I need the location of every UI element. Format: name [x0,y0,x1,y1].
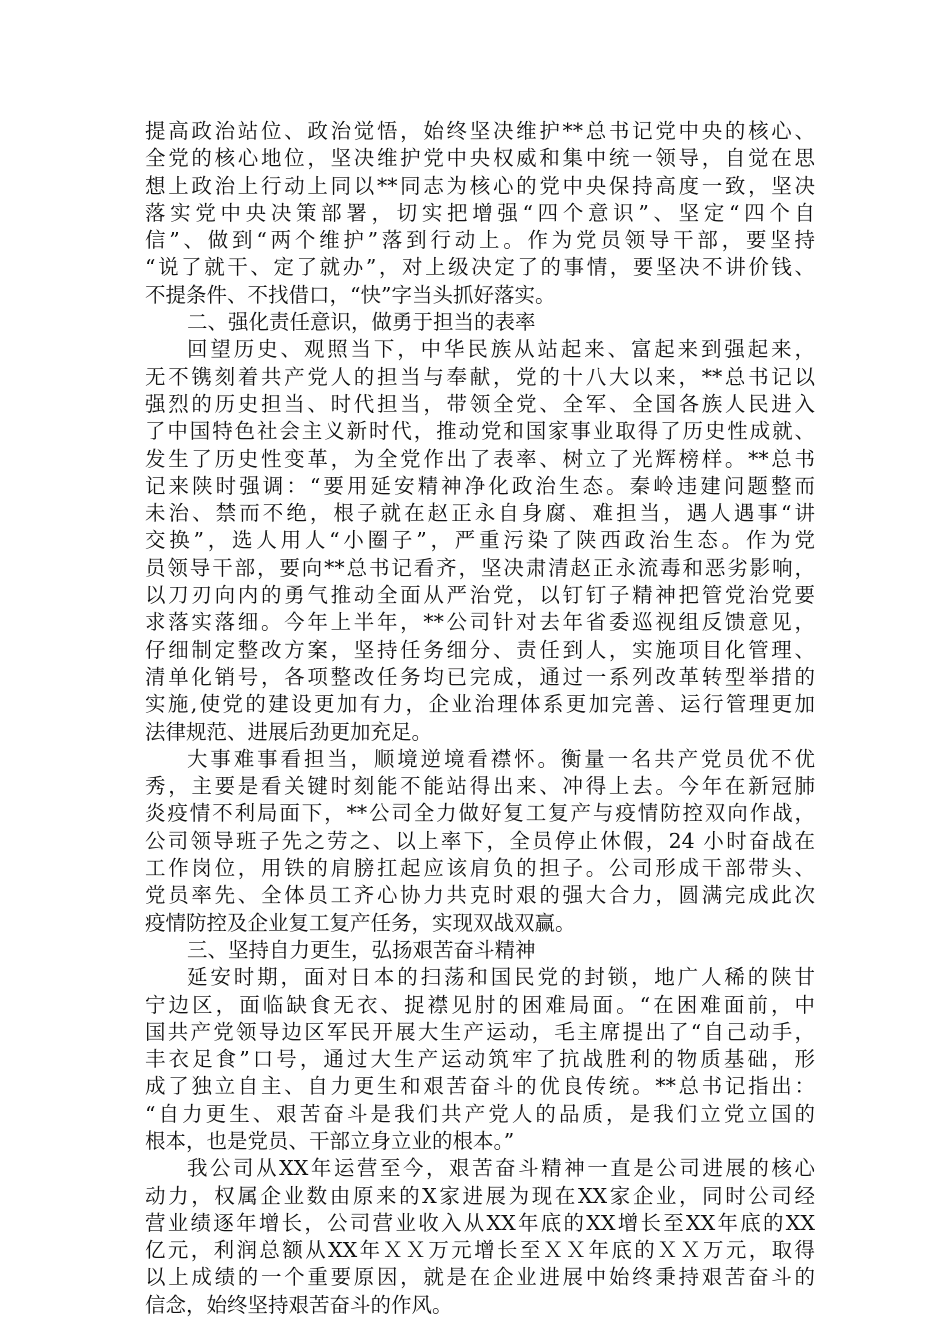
text-line: 动力，权属企业数由原来的X家进展为现在XX家企业，同时公司经 [145,1183,815,1208]
text-line: 信”、做到“两个维护”落到行动上。作为党员领导干部，要坚持 [145,228,815,253]
section-heading-3: 三、坚持自力更生，弘扬艰苦奋斗精神 [187,937,536,962]
text-line: 以刀刃向内的勇气推动全面从严治党，以钉钉子精神把管党治党要 [145,583,815,608]
text-line: 大事难事看担当，顺境逆境看襟怀。衡量一名共产党员优不优 [187,746,815,771]
section-heading-2: 二、强化责任意识，做勇于担当的表率 [187,310,536,335]
text-line: 强烈的历史担当、时代担当，带领全党、全军、全国各族人民进入 [145,391,815,416]
text-line: 疫情防控及企业复工复产任务，实现双战双赢。 [145,910,576,935]
text-line: 了中国特色社会主义新时代，推动党和国家事业取得了历史性成就、 [145,419,815,444]
text-line: 员领导干部，要向**总书记看齐，坚决肃清赵正永流毒和恶劣影响， [145,555,815,580]
text-line: 延安时期，面对日本的扫荡和国民党的封锁，地广人稀的陕甘 [187,965,815,990]
paragraph-5 [145,1155,815,1319]
text-line: 想上政治上行动上同以**同志为核心的党中央保持高度一致，坚决 [145,173,815,198]
document-page [145,118,815,1319]
text-line: 炎疫情不利局面下，**公司全力做好复工复产与疫情防控双向作战， [145,801,815,826]
paragraph-3 [145,746,815,937]
text-line: 全党的核心地位，坚决维护党中央权威和集中统一领导，自觉在思 [145,146,815,171]
text-line: 亿元，利润总额从XX年ＸＸ万元增长至ＸＸ年底的ＸＸ万元，取得 [145,1238,815,1263]
text-line: “说了就干、定了就办”，对上级决定了的事情，要坚决不讲价钱、 [145,255,815,280]
paragraph-1 [145,118,815,309]
text-line: 营业绩逐年增长，公司营业收入从XX年底的XX增长至XX年底的XX [145,1210,815,1235]
text-line: 求落实落细。今年上半年，**公司针对去年省委巡视组反馈意见， [145,610,815,635]
text-line: “自力更生、艰苦奋斗是我们共产党人的品质，是我们立党立国的 [145,1101,815,1126]
text-line: 回望历史、观照当下，中华民族从站起来、富起来到强起来， [187,337,815,362]
text-line: 我公司从XX年运营至今，艰苦奋斗精神一直是公司进展的核心 [187,1156,815,1181]
text-line: 落实党中央决策部署，切实把增强“四个意识”、坚定“四个自 [145,200,815,225]
text-line: 工作岗位，用铁的肩膀扛起应该肩负的担子。公司形成干部带头、 [145,856,815,881]
text-line: 不提条件、不找借口，“快”字当头抓好落实。 [145,282,556,307]
text-line: 法律规范、进展后劲更加充足。 [145,719,432,744]
text-line: 以上成绩的一个重要原因，就是在企业进展中始终秉持艰苦奋斗的 [145,1265,815,1290]
text-line: 未治、禁而不绝，根子就在赵正永自身腐、难担当，遇人遇事“讲 [145,501,815,526]
text-line: 提高政治站位、政治觉悟，始终坚决维护**总书记党中央的核心、 [145,119,815,143]
text-line: 发生了历史性变革，为全党作出了表率、树立了光辉榜样。**总书 [145,446,815,471]
text-line: 成了独立自主、自力更生和艰苦奋斗的优良传统。**总书记指出： [145,1074,815,1099]
text-line: 秀，主要是看关键时刻能不能站得出来、冲得上去。今年在新冠肺 [145,774,815,799]
text-line: 根本，也是党员、干部立身立业的根本。” [145,1128,515,1153]
text-line: 党员率先、全体员工齐心协力共克时艰的强大合力，圆满完成此次 [145,883,815,908]
text-line: 公司领导班子先之劳之、以上率下，全员停止休假，24 小时奋战在 [145,828,815,853]
text-line: 信念，始终坚持艰苦奋斗的作风。 [145,1292,453,1317]
text-line: 清单化销号，各项整改任务均已完成，通过一系列改革转型举措的 [145,664,815,689]
paragraph-2 [145,336,815,745]
paragraph-4 [145,964,815,1155]
text-line: 宁边区，面临缺食无衣、捉襟见肘的困难局面。“在困难面前，中 [145,992,815,1017]
text-line: 记来陕时强调：“要用延安精神净化政治生态。秦岭违建问题整而 [145,473,815,498]
text-line: 仔细制定整改方案，坚持任务细分、责任到人，实施项目化管理、 [145,637,815,662]
text-line: 丰衣足食”口号，通过大生产运动筑牢了抗战胜利的物质基础，形 [145,1047,815,1072]
text-line: 实施,使党的建设更加有力，企业治理体系更加完善、运行管理更加 [145,692,815,717]
text-line: 国共产党领导边区军民开展大生产运动，毛主席提出了“自己动手， [145,1019,815,1044]
text-line: 交换”，选人用人“小圈子”，严重污染了陕西政治生态。作为党 [145,528,815,553]
text-line: 无不镌刻着共产党人的担当与奉献，党的十八大以来，**总书记以 [145,364,815,389]
